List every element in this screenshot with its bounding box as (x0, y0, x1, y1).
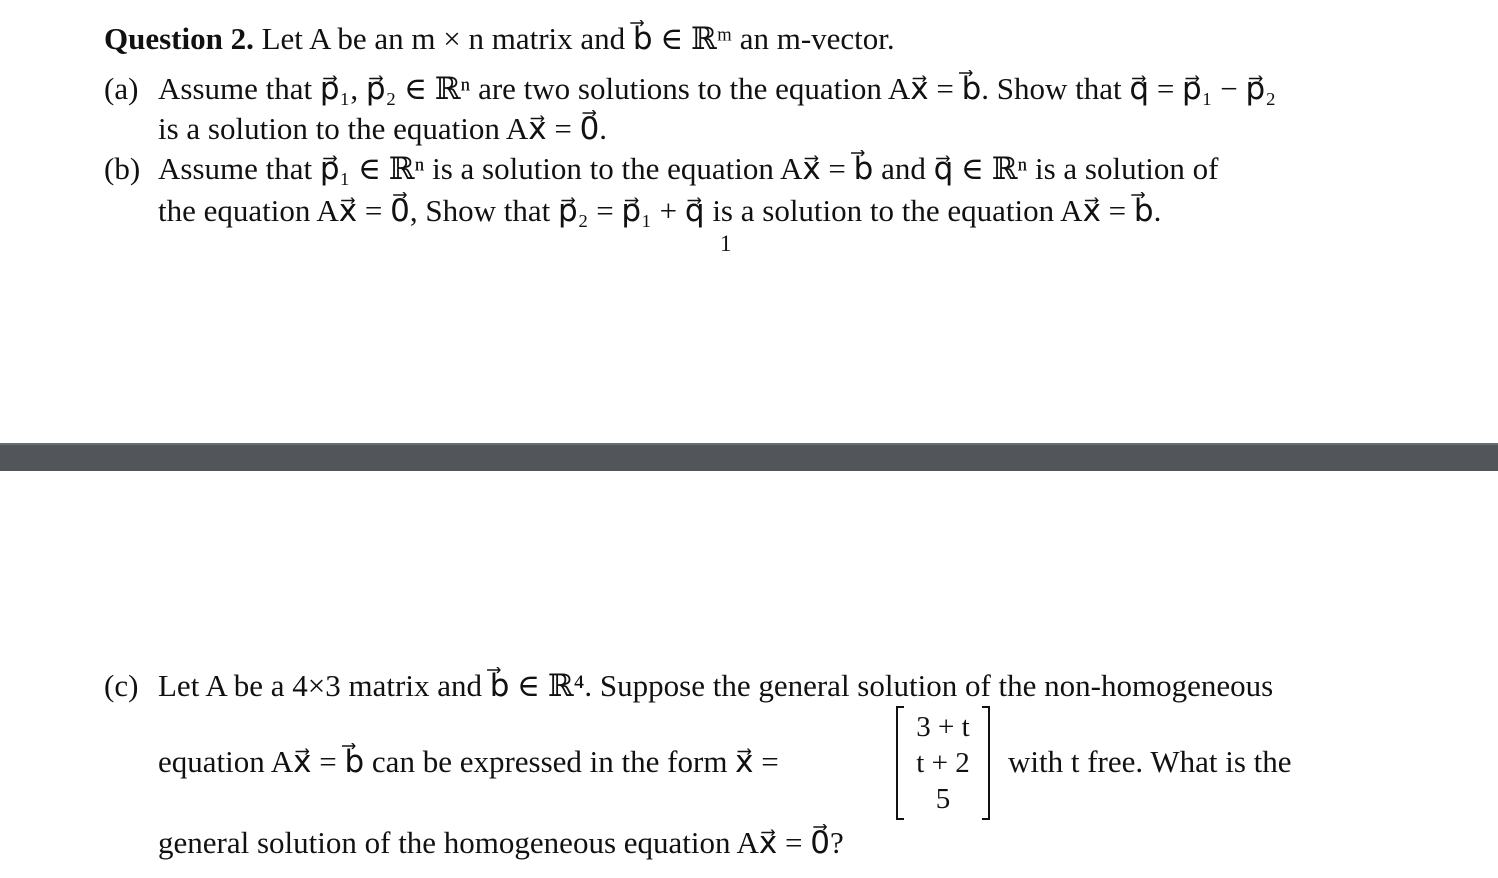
question-line (104, 20, 895, 58)
part-a-line-2: is a solution to the equation Ax⃗ = 0⃗. (158, 111, 608, 146)
part-c-line-3: general solution of the homogeneous equation Ax⃗ = 0⃗? (158, 825, 844, 860)
solution-vector-matrix (896, 706, 990, 820)
part-a-label: (a) (104, 71, 139, 106)
question-heading: Question 2. (104, 21, 254, 56)
matrix-entry-3: 5 (935, 783, 951, 815)
part-b-line-1: Assume that p⃗₁ ∈ ℝⁿ is a solution to the equation Ax⃗ = b⃗ and q⃗ ∈ ℝⁿ is a solution of (158, 151, 1219, 186)
part-b-label: (b) (104, 151, 141, 186)
matrix-entry-2: t + 2 (916, 747, 970, 779)
part-c-line-1: Let A be a 4×3 matrix and b⃗ ∈ ℝ⁴. Suppose the general solution of the non-homogeneous (158, 668, 1274, 703)
part-c-line-2-after: with t free. What is the (1008, 744, 1292, 779)
matrix-right-bracket (982, 706, 990, 820)
matrix-entry-1: 3 + t (916, 711, 970, 743)
part-a-line-1: Assume that p⃗₁, p⃗₂ ∈ ℝⁿ are two solutions to the equation Ax⃗ = b⃗. Show that q⃗ = p⃗₁ − p⃗₂ (158, 71, 1277, 106)
page-separator (0, 443, 1498, 471)
page-number: 1 (720, 231, 732, 256)
matrix-left-bracket (896, 706, 904, 820)
part-c-line-2-before: equation Ax⃗ = b⃗ can be expressed in the form x⃗ = (158, 744, 779, 779)
question-intro: Let A be an m × n matrix and b⃗ ∈ ℝᵐ an m-vector. (261, 21, 895, 56)
part-c-label: (c) (104, 668, 139, 703)
part-b-line-2: the equation Ax⃗ = 0⃗, Show that p⃗₂ = p⃗₁ + q⃗ is a solution to the equation Ax⃗ = b⃗. (158, 193, 1162, 228)
